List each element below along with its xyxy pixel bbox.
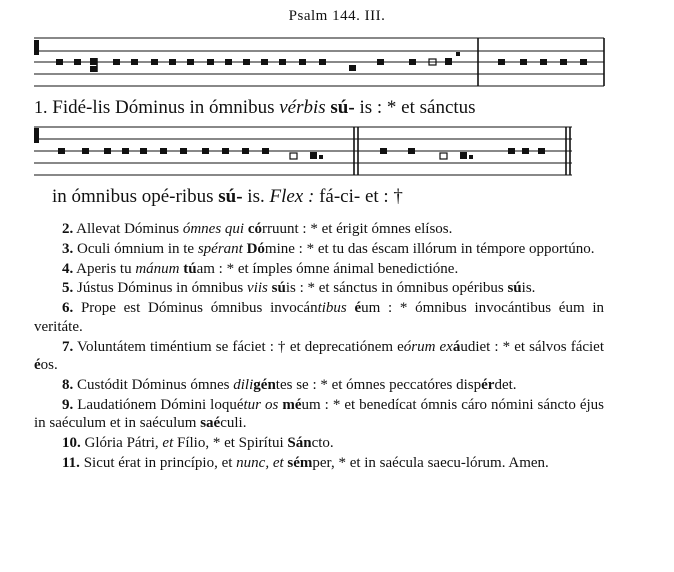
verse-text-part: am : * et ímples ómne ánimal benedictió [196, 260, 441, 277]
verse-text-part: pore opportú [498, 240, 576, 257]
verse-number: 5. [62, 280, 74, 297]
verse-text-part: Fílio, * et Spirítui [173, 435, 288, 452]
verse-text-part: dili [233, 376, 254, 393]
verse-text-part: á [452, 338, 461, 355]
verse-text-part: Aperis tu [73, 260, 136, 277]
verse-text-part: mine : * et tu das éscam illórum in tém [264, 240, 499, 257]
verse-text-part: Prope est Dóminus ómnibus invocán [73, 300, 318, 317]
lyric-text-part: sú- [218, 186, 243, 207]
lyric-text-part: in ómnibus opé-ribus [52, 186, 219, 207]
verse-number: 9. [62, 396, 74, 413]
verse-7 [34, 338, 604, 375]
verse-text-part: rruunt : * et érigit ómnes elísos. [262, 221, 453, 237]
verse-text-part: det. [494, 376, 517, 393]
verse-number: 2. [62, 221, 74, 237]
verse-number: 4. [62, 260, 74, 277]
verse-number-1: 1. [34, 97, 48, 117]
verse-text-part: Voluntátem timéntium se fáciet : † et deprecatiónem e [73, 338, 404, 355]
lyric-text-part: Flex : [269, 186, 315, 207]
verse-6 [34, 299, 604, 336]
verse-text-part: Laudatiónem Dómini loqué [73, 396, 244, 413]
verse-text-part: tibus [317, 300, 347, 317]
verse-text-part: culi. [220, 415, 247, 432]
lyric-text-part: Fidé-lis Dóminus in ómnibus [47, 97, 280, 118]
lyric-text-part: fá-ci- et : † [314, 186, 403, 207]
lyric-text-part: is. [242, 186, 270, 207]
verse-text-part: sú [507, 280, 522, 297]
verse-text-part: órum [403, 338, 436, 355]
verse-number: 7. [62, 338, 74, 355]
verse-text-part: ne. [440, 260, 459, 277]
verse-text-part: tes se : * et ómnes peccatóres disp [275, 376, 482, 393]
verse-8 [34, 376, 604, 395]
verse-text-part: Sán [287, 435, 312, 452]
clef-icon [34, 128, 39, 143]
verse-text-part: Custódit Dóminus ómnes [73, 376, 234, 393]
lyric-text-part: sú- [330, 97, 355, 118]
verse-text-part: is. [521, 280, 536, 297]
verse-text-part: gén [253, 376, 276, 393]
verse-text-part: sú [271, 280, 286, 297]
verse-text-part: mánum [135, 260, 180, 277]
verse-text-part: ex [439, 338, 453, 355]
lyric-text-part: is : * et sánctus [354, 97, 476, 118]
verse-4 [34, 260, 604, 279]
verse-5 [34, 279, 604, 298]
psalm-verses [34, 220, 604, 474]
lyric-parts-2 [52, 186, 403, 207]
verse-text-part: spérant [197, 240, 243, 257]
verse-10 [34, 434, 604, 453]
verse-text-part: no. [575, 240, 595, 257]
verse-text-part: Sicut érat in princípio, et [79, 454, 237, 471]
verse-text-part: um : * et benedícat ómnis cáro nómini sáncto éjus in saéculum et in saéculum [34, 396, 604, 432]
verse-2 [34, 220, 604, 239]
verse-text-part: ér [481, 376, 495, 393]
verse-number: 8. [62, 376, 74, 393]
psalm-title: Psalm 144. III. [288, 8, 386, 24]
verse-number: 10. [62, 435, 81, 452]
verse-text-part: Oculi ómnium in te [73, 240, 198, 257]
lyric-text-part: vérbis [279, 97, 326, 118]
verse-text-part: saé [200, 415, 221, 432]
chant-staff-2 [0, 0, 674, 200]
verse-text-part: tur os [243, 396, 279, 413]
verse-number: 3. [62, 240, 74, 257]
verse-text-part: Glória Pátri, [80, 435, 163, 452]
verse-text-part: udiet : * et sálvos fáciet [460, 338, 605, 355]
verse-text-part: cto. [311, 435, 334, 452]
verse-9 [34, 396, 604, 433]
verse-text-part: Allevat Dóminus [73, 221, 183, 237]
verse-text-part: ómnes qui [182, 221, 245, 237]
verse-text-part: os. [40, 357, 58, 374]
verse-text-part: te. [68, 318, 83, 335]
verse-text-part: tú [183, 260, 197, 277]
verse-text-part: nunc, et [236, 454, 284, 471]
verse-text-part: per, * et in saécula saecu-lórum. Amen. [312, 454, 549, 471]
verse-11 [34, 454, 604, 473]
verse-3 [34, 240, 604, 259]
verse-number: 11. [62, 454, 80, 471]
verse-text-part: Dó [246, 240, 265, 257]
verse-text-part: is : * et sánctus in ómnibus opéribus [285, 280, 508, 297]
verse-text-part: sém [287, 454, 313, 471]
verse-number: 6. [62, 300, 74, 317]
chant-lyric-line-2 [52, 186, 403, 208]
verse-text-part: um : * ómnibus invocántibus éum in veritá [34, 300, 604, 335]
verse-text-part: Jústus Dóminus in ómnibus [73, 280, 248, 297]
verse-text-part: mé [282, 396, 302, 413]
verse-text-part: có [247, 221, 262, 237]
verse-text-part: viis [247, 280, 268, 297]
verse-text-part: et [162, 435, 174, 452]
verse-text-part: é [34, 357, 41, 374]
verse-text-part: é [354, 300, 362, 317]
